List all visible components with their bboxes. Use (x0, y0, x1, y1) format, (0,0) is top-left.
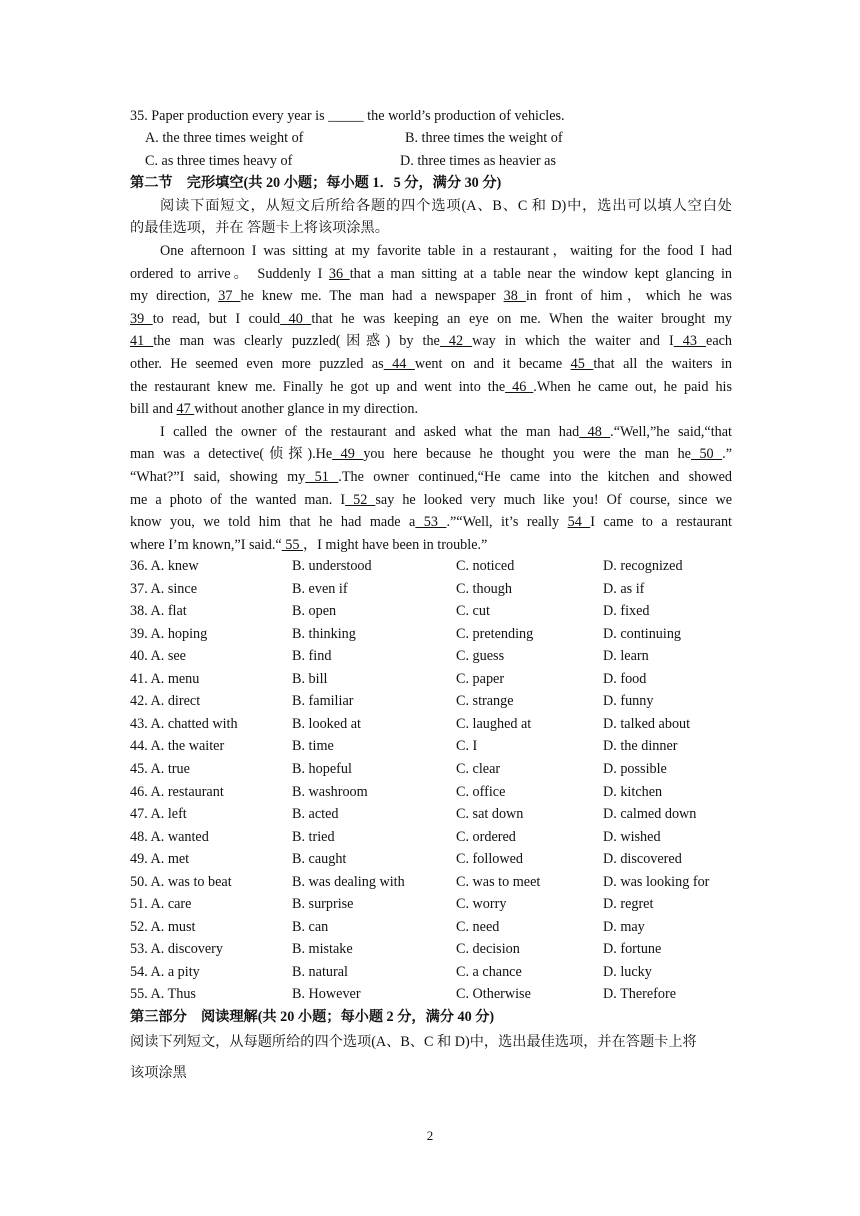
option-c: C. noticed (456, 558, 515, 574)
option-a: 54. A. a pity (130, 963, 200, 980)
option-b: B. acted (292, 806, 339, 823)
option-d: D. food (603, 670, 647, 687)
section-3-heading: 第三部分 阅读理解(共 20 小题；每小题 2 分，满分 40 分) (130, 1009, 495, 1025)
passage-text: me a photo of the wanted man. I (130, 491, 346, 508)
passage-line (130, 285, 732, 307)
option-a: 41. A. menu (130, 670, 200, 687)
option-c: C. decision (456, 941, 520, 958)
option-d: D. possible (603, 760, 667, 777)
passage-line (130, 240, 732, 262)
cloze-blank: 53 (415, 514, 447, 531)
option-c: C. clear (456, 760, 501, 777)
passage-text: that a man sitting at a table near the window kept glancing in (349, 265, 732, 282)
passage-text: know you, we told him that he had made a (130, 514, 416, 531)
option-b: B. bill (292, 670, 328, 687)
option-a: 52. A. must (130, 918, 196, 935)
cloze-blank: 47 (176, 401, 195, 418)
option-a: 36. A. knew (130, 558, 199, 574)
cloze-blank: 38 (503, 288, 526, 305)
option-b: B. understood (292, 558, 372, 574)
option-a: 53. A. discovery (130, 941, 223, 958)
option-b: B. looked at (292, 715, 361, 732)
option-b: B. familiar (292, 693, 354, 710)
passage-text: each (706, 333, 732, 350)
option-c: C. guess (456, 648, 505, 665)
passage-text: where I’m known,”I said.“ (130, 536, 282, 553)
option-d: D. fixed (603, 603, 650, 620)
question-35-options-row-2 (145, 150, 705, 172)
option-b: B. was dealing with (292, 873, 405, 890)
option-c: C. need (456, 918, 500, 935)
passage-text: I came to a restaurant (590, 514, 732, 531)
cloze-blank: 36 (328, 265, 350, 282)
option-b: B. hopeful (292, 760, 352, 777)
option-a: 45. A. true (130, 760, 190, 777)
option-b: B. washroom (292, 783, 368, 800)
cloze-blank: 51 (305, 469, 339, 485)
option-d: D. recognized (603, 558, 683, 574)
option-d: D. learn (603, 648, 649, 665)
cloze-blank: 44 (383, 356, 415, 372)
option-c: C. followed (456, 851, 523, 868)
passage-line (130, 443, 732, 465)
option-d: D. calmed down (603, 806, 697, 823)
passage-text: that all the waiters in (593, 356, 732, 372)
cloze-blank: 46 (505, 378, 534, 395)
passage-text: that he was keeping an eye on me. When the waiter brought my (311, 310, 732, 327)
passage-line (130, 376, 732, 398)
cloze-blank: 50 (690, 446, 723, 463)
section-2-heading: 第二节 完形填空(共 20 小题；每小题 1．5 分，满分 30 分) (130, 175, 502, 191)
passage-text: ordered to arrive。 Suddenly I (130, 265, 329, 282)
option-a: 42. A. direct (130, 693, 201, 710)
option-c: C. strange (456, 693, 514, 710)
option-d: D. kitchen (603, 783, 663, 800)
cloze-blank: 40 (280, 310, 312, 327)
passage-text: “What?”I said, showing my (130, 469, 306, 485)
passage-text: One afternoon I was sitting at my favorite table in a restaurant，waiting for the food I had (160, 243, 732, 259)
option-a: 39. A. hoping (130, 625, 208, 642)
option-d: D. fortune (603, 941, 662, 958)
option-c: C. I (456, 738, 478, 755)
option-a: 49. A. met (130, 851, 190, 868)
cloze-blank: 54 (567, 514, 591, 531)
option-b: B. even if (292, 580, 348, 597)
option-d: D. may (603, 918, 645, 935)
option-d: D. talked about (603, 715, 691, 732)
option-d: D. regret (603, 896, 654, 913)
option-b: B. natural (292, 963, 348, 980)
option-d: D. the dinner (603, 738, 678, 755)
option-b: B. caught (292, 851, 347, 868)
option-c: C. laughed at (456, 715, 532, 732)
passage-line (130, 511, 732, 533)
option-c: C. was to meet (456, 873, 541, 890)
question-35-options-row-1 (145, 127, 705, 149)
passage-text: .“Well,”he said,“that (610, 423, 732, 440)
passage-text: in front of him，which he was (525, 288, 732, 305)
option-d: D. was looking for (603, 873, 710, 890)
page-number: 2 (426, 1128, 434, 1143)
option-a: 48. A. wanted (130, 828, 209, 845)
option-c: C. paper (456, 670, 505, 687)
cloze-blank: 41 (130, 333, 154, 350)
option-d: D. continuing (603, 625, 682, 642)
passage-line (130, 489, 732, 511)
passage-text: .When he came out, he paid his (533, 378, 732, 395)
option-b: B. open (292, 603, 337, 620)
passage-text: bill and (130, 401, 177, 418)
passage-line (130, 353, 732, 375)
cloze-blank: 45 (570, 356, 594, 372)
passage-line (130, 398, 732, 420)
option-a: 37. A. since (130, 580, 197, 597)
option-d: D. funny (603, 693, 654, 710)
option-c: C. sat down (456, 806, 524, 823)
passage-line (130, 421, 732, 443)
option-a: 46. A. restaurant (130, 783, 224, 800)
passage-text: the restaurant knew me. Finally he got up and went into the (130, 378, 506, 395)
option-a: 50. A. was to beat (130, 873, 232, 890)
passage-text: went on and it became (414, 356, 571, 372)
passage-text: say he looked very much like you! Of course, since we (375, 491, 732, 508)
option-a: 38. A. flat (130, 603, 187, 620)
cloze-blank: 39 (130, 310, 153, 327)
option-a: 51. A. care (130, 896, 192, 913)
option-b: B. tried (292, 828, 335, 845)
option-b: B. mistake (292, 941, 353, 958)
option-c: C. Otherwise (456, 986, 531, 1003)
passage-text: other. He seemed even more puzzled as (130, 356, 384, 372)
question-35-stem: 35. Paper production every year is _____ the world’s production of vehicles. (130, 108, 565, 124)
q35-option-d: D. three times as heavier as (400, 153, 557, 169)
option-d: D. as if (603, 580, 645, 597)
option-d: D. Therefore (603, 986, 677, 1003)
passage-text: to read, but I could (152, 310, 281, 327)
passage-line (130, 330, 732, 352)
option-c: C. cut (456, 603, 490, 620)
cloze-blank: 55 (281, 536, 303, 553)
passage-line (130, 308, 732, 330)
option-a: 43. A. chatted with (130, 715, 238, 732)
option-d: D. wished (603, 828, 661, 845)
option-c: C. office (456, 783, 506, 800)
option-b: B. time (292, 738, 334, 755)
q35-option-a: A. the three times weight of (145, 130, 304, 146)
cloze-blank: 37 (218, 288, 241, 305)
option-b: B. thinking (292, 625, 356, 642)
passage-line (130, 466, 732, 488)
option-c: C. a chance (456, 963, 522, 980)
option-b: B. can (292, 918, 329, 935)
cloze-blank: 48 (579, 423, 611, 440)
cloze-blank: 49 (332, 446, 364, 463)
section-3-instruction-line-1: 阅读下列短文，从每题所给的四个选项(A、B、C 和 D)中，选出最佳选项，并在答题卡上将 (130, 1034, 697, 1050)
section-2-instruction-line-2: 的最佳选项，并在 答题卡上将该项涂黑。 (130, 220, 389, 236)
option-a: 44. A. the waiter (130, 738, 225, 755)
option-a: 47. A. left (130, 806, 187, 823)
section-3-instruction-line-2: 该项涂黑 (130, 1065, 187, 1081)
passage-text: .” (722, 446, 732, 463)
option-b: B. However (292, 986, 361, 1003)
passage-text: .The owner continued,“He came into the kitchen and showed (338, 469, 732, 485)
option-d: D. lucky (603, 963, 652, 980)
passage-text: ，I might have been in trouble.” (302, 536, 488, 553)
cloze-blank: 43 (673, 333, 707, 350)
passage-line (130, 263, 732, 285)
option-c: C. though (456, 580, 512, 597)
passage-text: he knew me. The man had a newspaper (240, 288, 504, 305)
option-b: B. surprise (292, 896, 354, 913)
option-d: D. discovered (603, 851, 682, 868)
option-c: C. ordered (456, 828, 516, 845)
option-b: B. find (292, 648, 332, 665)
passage-text: way in which the waiter and I (472, 333, 674, 350)
q35-option-b: B. three times the weight of (405, 130, 563, 146)
option-a: 40. A. see (130, 648, 186, 665)
passage-text: my direction, (130, 288, 219, 305)
passage-text: man was a detective(侦探).He (130, 446, 333, 463)
passage-text: I called the owner of the restaurant and asked what the man had (160, 423, 580, 440)
passage-text: .”“Well, it’s really (446, 514, 568, 531)
passage-text: you here because he thought you were the man he (363, 446, 691, 463)
option-a: 55. A. Thus (130, 986, 196, 1003)
q35-option-c: C. as three times heavy of (145, 153, 293, 169)
passage-text: the man was clearly puzzled(困惑) by the (153, 333, 440, 350)
option-c: C. worry (456, 896, 507, 913)
cloze-blank: 42 (439, 333, 473, 350)
passage-line (130, 534, 732, 556)
option-c: C. pretending (456, 625, 534, 642)
passage-text: without another glance in my direction. (194, 401, 419, 418)
cloze-blank: 52 (345, 491, 376, 508)
section-2-instruction-line-1: 阅读下面短文，从短文后所给各题的四个选项(A、B、C 和 D)中，选出可以填人空白处 (160, 198, 732, 214)
